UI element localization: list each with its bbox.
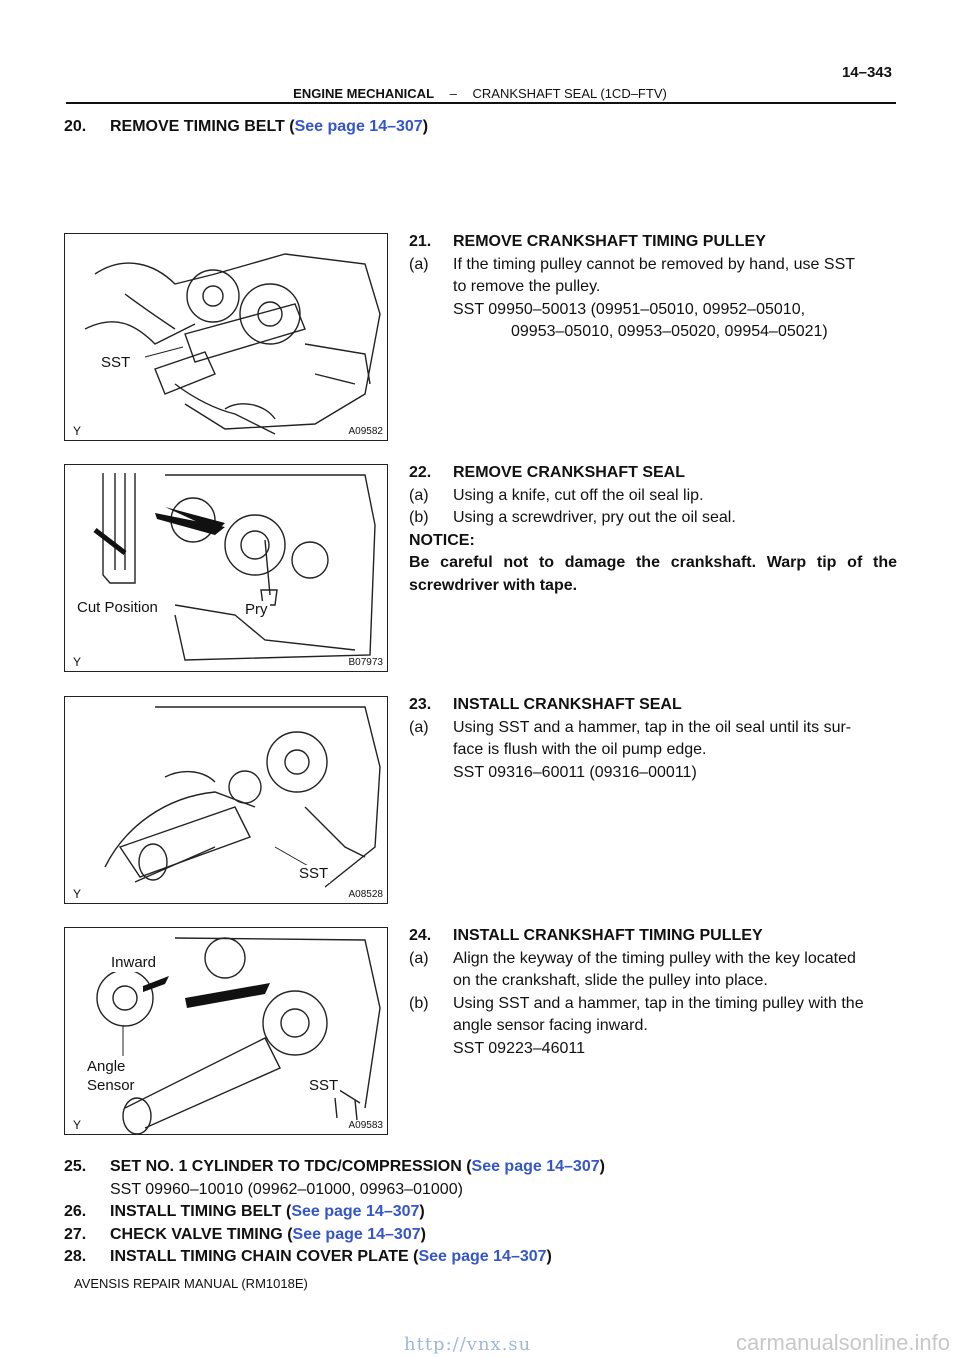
step-number: 23.	[409, 696, 432, 713]
label-inward: Inward	[111, 954, 157, 971]
step-27: 27. CHECK VALVE TIMING (See page 14–307)	[64, 1225, 426, 1243]
label-sensor: Sensor	[87, 1077, 135, 1094]
step-22	[409, 462, 899, 597]
header-subsection: CRANKSHAFT SEAL (1CD–FTV)	[472, 86, 667, 101]
substep-a: (a) Align the keyway of the timing pulley with the key located	[409, 949, 856, 967]
figure-y-mark: Y	[73, 887, 82, 901]
step-23: 23. INSTALL CRANKSHAFT SEAL (a) Using SST and a hammer, tap in the oil seal until its sur- face is flush with the oil pump edge. SST 09316–60011 (09316–00011)	[409, 694, 899, 784]
page-link[interactable]: See page 14–307	[291, 1203, 420, 1220]
footer-manual-name: AVENSIS REPAIR MANUAL (RM1018E)	[74, 1276, 308, 1291]
label-pry: Pry	[245, 601, 268, 618]
engine-illustration	[65, 234, 388, 441]
step-number: 22.	[409, 464, 432, 481]
figure-code: A09582	[348, 426, 383, 437]
step-number: 20.	[64, 118, 87, 135]
label-sst: SST	[101, 354, 131, 371]
header-rule	[66, 102, 896, 104]
header-separator: –	[449, 86, 457, 101]
install-seal-illustration	[65, 697, 388, 904]
figure-y-mark: Y	[73, 424, 82, 438]
page-link[interactable]: See page 14–307	[294, 118, 423, 135]
substep-a: (a) Using a knife, cut off the oil seal lip.	[409, 486, 704, 504]
step-number: 21.	[409, 233, 432, 250]
label-cut-position: Cut Position	[77, 599, 158, 616]
step-25: 25. SET NO. 1 CYLINDER TO TDC/COMPRESSION (See page 14–307)	[64, 1158, 605, 1175]
seal-illustration	[65, 465, 388, 672]
figure-remove-pulley	[64, 233, 388, 441]
steps-25-28	[64, 1156, 904, 1269]
step-28: 28. INSTALL TIMING CHAIN COVER PLATE (See page 14–307)	[64, 1248, 552, 1265]
substep-a: (a) Using SST and a hammer, tap in the oil seal until its sur-	[409, 718, 852, 736]
figure-install-seal	[64, 696, 388, 904]
step-26: 26. INSTALL TIMING BELT (See page 14–307)	[64, 1203, 425, 1220]
figure-code: B07973	[348, 657, 383, 668]
step-title: REMOVE CRANKSHAFT SEAL	[453, 464, 686, 481]
step-number: 24.	[409, 927, 432, 944]
sst-leader-line	[275, 847, 310, 867]
running-header	[66, 86, 894, 101]
substep-b: (b) Using a screwdriver, pry out the oil seal.	[409, 509, 736, 526]
figure-code: A09583	[348, 1120, 383, 1131]
step-title: INSTALL CRANKSHAFT TIMING PULLEY	[453, 927, 763, 944]
page-link[interactable]: See page 14–307	[418, 1248, 547, 1265]
sst-number-cont: 09953–05010, 09953–05020, 09954–05021)	[511, 323, 828, 340]
sst-number: SST 09960–10010 (09962–01000, 09963–01000)	[110, 1180, 463, 1198]
sst-number: SST 09223–46011	[453, 1039, 585, 1057]
figure-y-mark: Y	[73, 1118, 82, 1132]
header-section: ENGINE MECHANICAL	[293, 86, 435, 101]
figure-remove-seal	[64, 464, 388, 672]
sst-number: SST 09316–60011 (09316–00011)	[453, 763, 697, 781]
label-angle: Angle	[87, 1058, 126, 1075]
watermark-site: carmanualsonline.info	[735, 1330, 950, 1355]
step-title: REMOVE TIMING BELT (See page 14–307)	[110, 118, 429, 135]
substep-b: (b) Using SST and a hammer, tap in the timing pulley with the	[409, 994, 864, 1012]
page-number: 14–343	[841, 64, 892, 81]
label-sst: SST	[309, 1077, 339, 1094]
substep-a: (a) If the timing pulley cannot be removed by hand, use SST	[409, 255, 856, 273]
label-sst: SST	[299, 865, 329, 882]
notice-title: NOTICE:	[409, 531, 475, 549]
sst-number: SST 09950–50013 (09951–05010, 09952–05010,	[453, 300, 806, 318]
notice-text: Be careful not to damage the crankshaft. Warp tip of the screwdriver with tape.	[409, 554, 897, 594]
step-20	[64, 116, 428, 139]
page-link[interactable]: See page 14–307	[292, 1225, 421, 1243]
figure-install-pulley	[64, 927, 388, 1135]
page-link[interactable]: See page 14–307	[471, 1158, 600, 1175]
sst-leader-line	[145, 347, 183, 357]
step-21: 21. REMOVE CRANKSHAFT TIMING PULLEY (a) If the timing pulley cannot be removed by hand, use SST to remove the pulley. SST 09950–50013 (09951–05010, 09952–05010, 09953–05010, 09953–05020, 09954–05021)	[409, 231, 899, 344]
figure-y-mark: Y	[73, 655, 82, 669]
figure-code: A08528	[348, 889, 383, 900]
step-title: REMOVE CRANKSHAFT TIMING PULLEY	[453, 233, 766, 250]
watermark-link[interactable]: http://vnx.su	[404, 1334, 532, 1355]
step-title: INSTALL CRANKSHAFT SEAL	[453, 696, 682, 713]
step-24: 24. INSTALL CRANKSHAFT TIMING PULLEY (a) Align the keyway of the timing pulley with the key located on the crankshaft, slide the pulley into place. (b) Using SST and a hammer, tap in the timing pulley with the angle sensor facing inward. SST 09223–46011	[409, 925, 899, 1060]
